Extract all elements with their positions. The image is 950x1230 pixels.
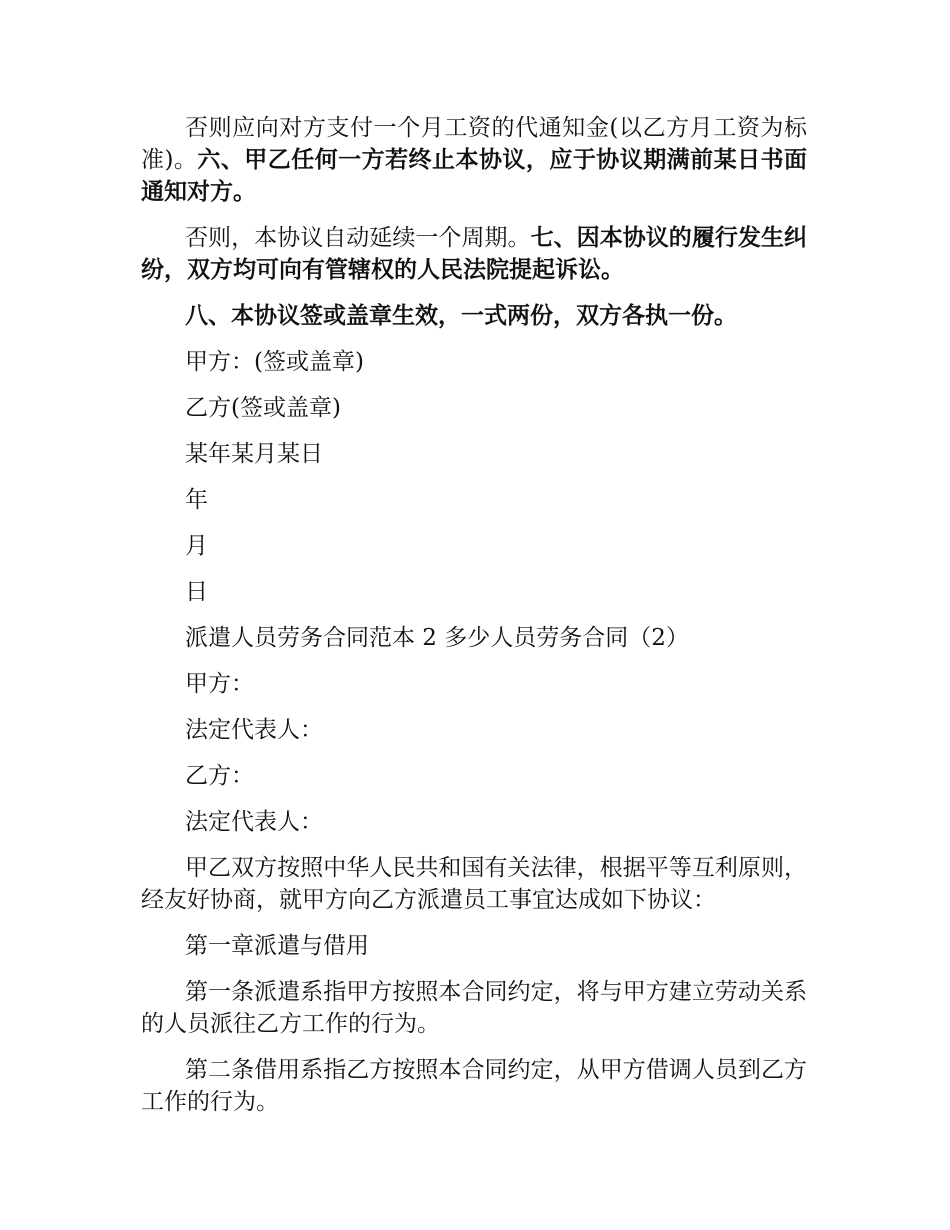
paragraph-text: 法定代表人： xyxy=(185,809,323,835)
party-a-label xyxy=(141,668,807,700)
paragraph-text: 第一条派遣系指甲方按照本合同约定，将与甲方建立劳动关系的人员派往乙方工作的行为。 xyxy=(141,979,807,1037)
paragraph-text: 年 xyxy=(185,487,208,513)
date-line xyxy=(141,438,807,470)
date-month xyxy=(141,530,807,562)
article-1 xyxy=(141,976,807,1040)
party-b-label xyxy=(141,760,807,792)
paragraph-text: 否则应向对方支付一个月工资的代通知金(以乙方月工资为标准)。 xyxy=(141,115,807,173)
paragraph-text: 日 xyxy=(185,579,208,605)
paragraph xyxy=(141,300,807,332)
signature-line-party-a xyxy=(141,346,807,378)
signature-line-party-b xyxy=(141,392,807,424)
paragraph-text: 第二条借用系指乙方按照本合同约定，从甲方借调人员到乙方工作的行为。 xyxy=(141,1057,807,1115)
paragraph-text: 甲方： xyxy=(185,671,254,697)
paragraph-text: 第一章派遣与借用 xyxy=(185,933,369,959)
paragraph-bold-text: 八、本协议签或盖章生效，一式两份，双方各执一份。 xyxy=(185,303,737,329)
date-year xyxy=(141,484,807,516)
paragraph-text: 否则，本协议自动延续一个周期。 xyxy=(185,225,531,251)
paragraph xyxy=(141,112,807,208)
paragraph-text: 乙方(签或盖章) xyxy=(185,395,341,421)
party-b-representative xyxy=(141,806,807,838)
paragraph xyxy=(141,852,807,916)
paragraph-text: 法定代表人： xyxy=(185,717,323,743)
paragraph-text: 某年某月某日 xyxy=(185,441,323,467)
document-page xyxy=(141,112,807,1132)
paragraph-bold-text: 七、因本协议的履行发生纠纷，双方均可向有管辖权的人民法院提起诉讼。 xyxy=(141,225,808,283)
paragraph-text: 甲乙双方按照中华人民共和国有关法律，根据平等互利原则，经友好协商，就甲方向乙方派遣员工事宜达成如下协议： xyxy=(141,855,807,913)
paragraph xyxy=(141,222,807,286)
paragraph-bold-text: 六、甲乙任何一方若终止本协议，应于协议期满前某日书面通知对方。 xyxy=(141,147,807,205)
date-day xyxy=(141,576,807,608)
paragraph-text: 派遣人员劳务合同范本 2 多少人员劳务合同（2） xyxy=(185,625,689,651)
party-a-representative xyxy=(141,714,807,746)
section-title xyxy=(141,622,807,654)
chapter-heading xyxy=(141,930,807,962)
paragraph-text: 乙方： xyxy=(185,763,254,789)
article-2 xyxy=(141,1054,807,1118)
paragraph-text: 甲方：(签或盖章) xyxy=(185,349,364,375)
paragraph-text: 月 xyxy=(185,533,208,559)
